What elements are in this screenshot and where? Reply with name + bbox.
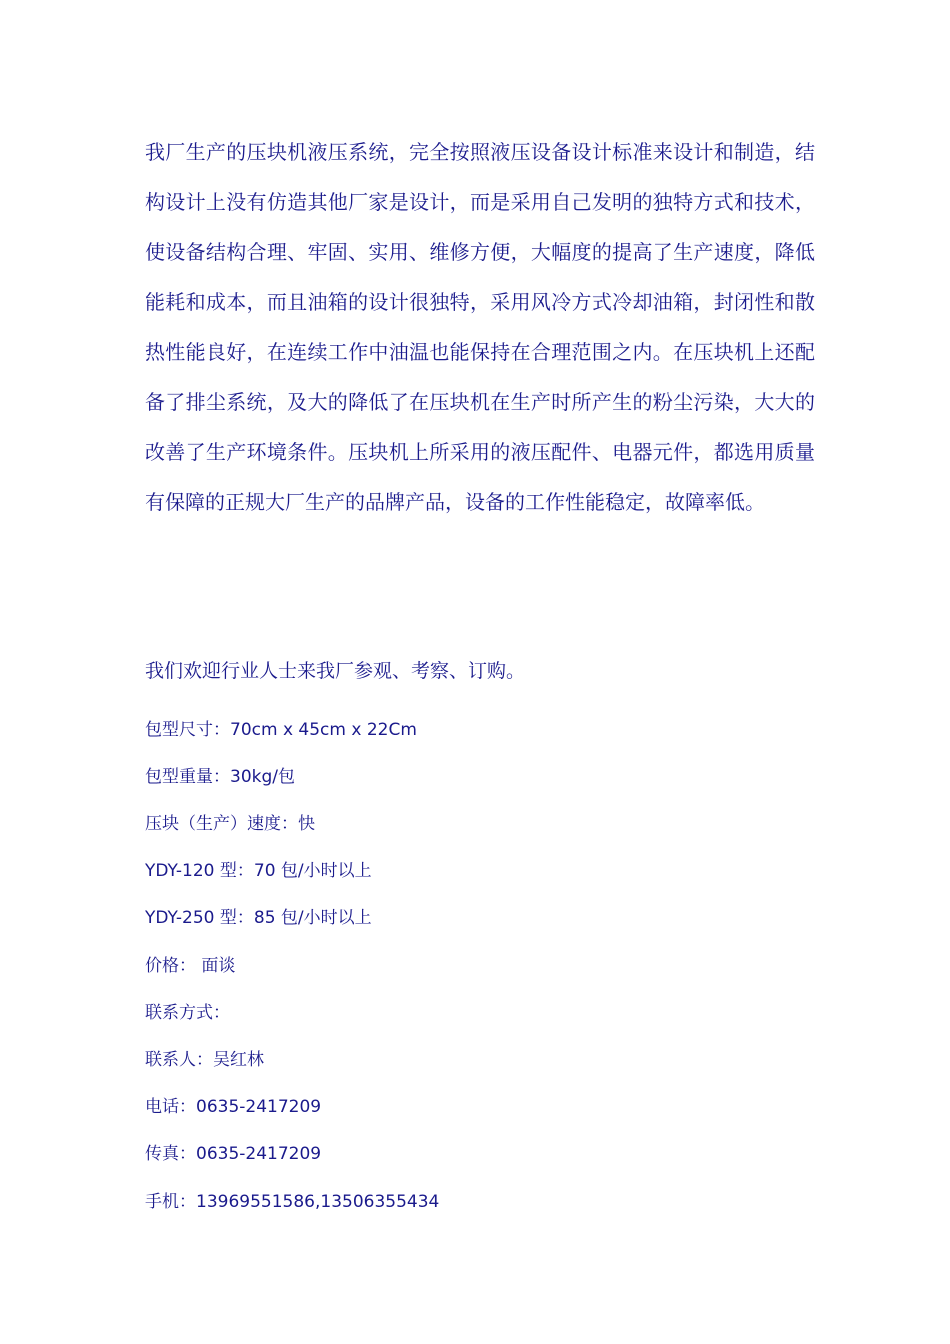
spec-bale-size: 包型尺寸：70cm x 45cm x 22Cm: [145, 720, 417, 740]
contact-mobile: 手机：13969551586,13506355434: [145, 1192, 440, 1212]
spec-bale-weight: 包型重量：30kg/包: [145, 767, 295, 787]
intro-paragraph: 我厂生产的压块机液压系统，完全按照液压设备设计标准来设计和制造，结构设计上没有仿造其他厂家是设计，而是采用自己发明的独特方式和技术，使设备结构合理、牢固、实用、维修方便，大幅度的提高了生产速度，降低能耗和成本，而且油箱的设计很独特，采用风冷方式冷却油箱，封闭性和散热性能良好，在连续工作中油温也能保持在合理范围之内。在压块机上还配备了排尘系统，及大的降低了在压块机在生产时所产生的粉尘污染，大大的改善了生产环境条件。压块机上所采用的液压配件、电器元件，都选用质量有保障的正规大厂生产的品牌产品，设备的工作性能稳定，故障率低。: [145, 140, 815, 514]
welcome-line: 我们欢迎行业人士来我厂参观、考察、订购。: [145, 660, 526, 682]
contact-phone: 电话：0635-2417209: [145, 1097, 322, 1117]
spec-speed: 压块（生产）速度：快: [145, 814, 315, 834]
spec-ydy250: YDY-250 型：85 包/小时以上: [145, 908, 372, 928]
contact-heading: 联系方式：: [145, 1003, 230, 1023]
contact-person: 联系人：吴红林: [145, 1050, 264, 1070]
spec-price: 价格： 面谈: [145, 956, 236, 976]
contact-fax: 传真：0635-2417209: [145, 1144, 322, 1164]
spec-ydy120: YDY-120 型：70 包/小时以上: [145, 861, 372, 881]
